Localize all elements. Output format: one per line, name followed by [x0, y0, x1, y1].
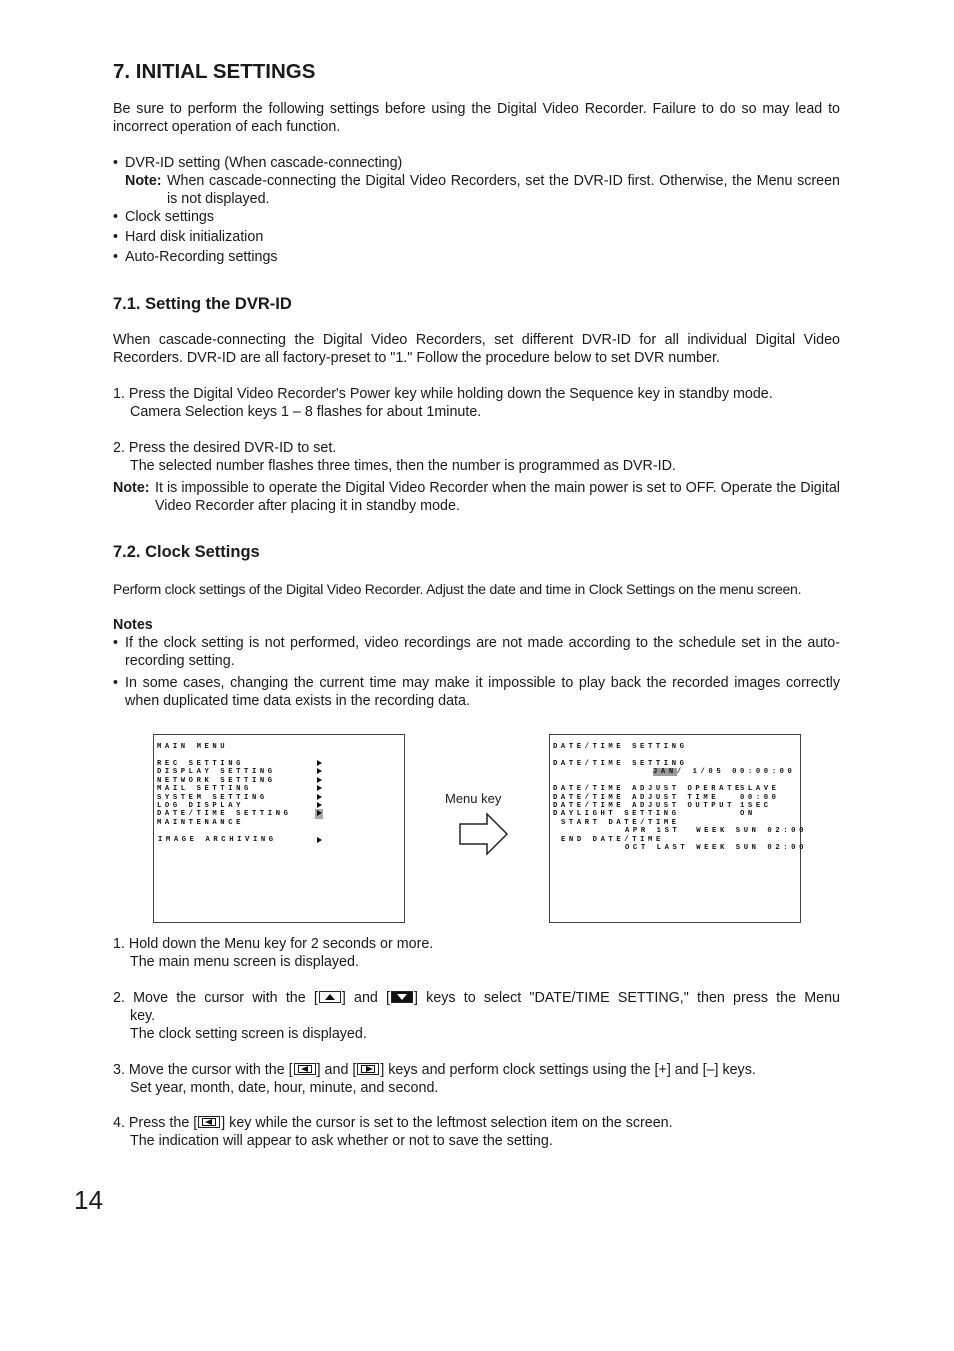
arrow-right-icon	[317, 810, 322, 816]
end-label: END DATE/TIME	[561, 835, 664, 844]
list-item	[113, 208, 840, 226]
menu-item: REC SETTING	[157, 760, 245, 768]
list-item	[113, 248, 840, 266]
step-text	[113, 989, 840, 1007]
list-item	[113, 228, 840, 246]
section-heading-clock: 7.2. Clock Settings	[113, 543, 260, 561]
note-label: Note:	[113, 480, 150, 496]
arrow-right-icon	[317, 785, 322, 791]
clock-intro: Perform clock settings of the Digital Video Recorder. Adjust the date and time in Clock Settings on the menu screen.	[113, 581, 802, 597]
arrow-right-icon	[317, 802, 322, 808]
setting-value: ON	[740, 810, 756, 819]
menu-item: NETWORK SETTING	[157, 776, 276, 785]
datetime-setting-screen	[549, 734, 808, 923]
start-value: APR 1ST WEEK SUN 02:00	[625, 827, 808, 836]
clock-step-2	[113, 989, 840, 1043]
step-detail: Camera Selection keys 1 – 8 flashes for about 1minute.	[130, 404, 482, 420]
bullet-text: DVR-ID setting (When cascade-connecting)	[125, 155, 403, 171]
setting-value: SLAVE	[740, 785, 780, 794]
step-text-part: 2. Move the cursor with the [	[113, 990, 318, 1006]
dvr-note	[125, 172, 840, 208]
end-value: OCT LAST WEEK SUN 02:00	[625, 844, 808, 852]
step-text-part: 3. Move the cursor with the [	[113, 1062, 293, 1078]
list-item	[113, 674, 840, 710]
arrow-right-icon	[317, 760, 322, 766]
down-key-icon	[391, 991, 413, 1003]
main-menu-screen	[153, 734, 405, 923]
screen-title: MAIN MENU	[157, 743, 229, 751]
note-text: It is impossible to operate the Digital Video Recorder when the main power is set to OFF. Operate the Digital Video Recorder after placing it in standby mode.	[155, 480, 840, 514]
list-item	[113, 634, 840, 670]
step-text: 2. Press the desired DVR-ID to set.	[113, 440, 337, 456]
clock-step-1	[113, 935, 840, 971]
setting-value: 1SEC	[740, 802, 772, 810]
menu-item: LOG DISPLAY	[157, 802, 245, 810]
setting-label: DAYLIGHT SETTING	[553, 810, 680, 819]
setting-label: DATE/TIME ADJUST OUTPUT	[553, 802, 736, 810]
right-key-icon	[357, 1063, 379, 1075]
dvr-step-1	[113, 385, 840, 421]
left-key-icon	[198, 1116, 220, 1128]
step-text-part: ] and [	[341, 990, 391, 1006]
bullet-text: Hard disk initialization	[125, 229, 264, 245]
menu-item: DISPLAY SETTING	[157, 768, 276, 777]
intro-paragraph: Be sure to perform the following settings before using the Digital Video Recorder. Failure to do so may lead to incorrect operation of each function.	[113, 101, 840, 135]
setting-label: DATE/TIME ADJUST TIME	[553, 793, 720, 802]
date-rest: / 1/05 00:00:00	[676, 768, 796, 777]
setting-value: 00:00	[740, 793, 780, 802]
step-text: 1. Hold down the Menu key for 2 seconds or more.	[113, 936, 434, 952]
left-key-icon	[294, 1063, 316, 1075]
step-text-part: ] key while the cursor is set to the leftmost selection item on the screen.	[221, 1115, 673, 1131]
screen-subtitle: DATE/TIME SETTING	[553, 760, 688, 768]
menu-item: MAIL SETTING	[157, 785, 252, 794]
list-item	[113, 154, 840, 172]
bullet-dot: •	[113, 249, 119, 265]
arrow-right-icon	[317, 794, 322, 800]
bullet-text: In some cases, changing the current time may make it impossible to play back the recorded images correctly when duplicated time data exists in the recording data.	[125, 675, 840, 709]
bullet-dot: •	[113, 675, 119, 691]
up-key-icon	[319, 991, 341, 1003]
arrow-right-icon	[317, 777, 322, 783]
month-field: JAN	[653, 768, 677, 777]
bullet-dot: •	[113, 635, 119, 651]
notes-heading: Notes	[113, 617, 153, 633]
arrow-right-icon	[459, 812, 509, 856]
step-detail: The clock setting screen is displayed.	[130, 1026, 367, 1042]
step-text-cont: key.	[130, 1008, 156, 1024]
step-text-part: 4. Press the [	[113, 1115, 198, 1131]
step-text: 1. Press the Digital Video Recorder's Power key while holding down the Sequence key in standby mode.	[113, 386, 773, 402]
step-detail: The main menu screen is displayed.	[130, 954, 359, 970]
dvr-note	[113, 479, 840, 515]
menu-item: DATE/TIME SETTING	[157, 810, 292, 819]
bullet-dot: •	[113, 209, 119, 225]
bullet-text: Clock settings	[125, 209, 214, 225]
clock-step-3	[113, 1061, 840, 1097]
step-detail: Set year, month, date, hour, minute, and second.	[130, 1080, 439, 1096]
menu-key-label: Menu key	[445, 791, 502, 806]
step-text	[113, 1114, 840, 1132]
menu-item: MAINTENANCE	[157, 818, 245, 827]
step-text-part: ] and [	[316, 1062, 357, 1078]
bullet-dot: •	[113, 155, 119, 171]
menu-item: IMAGE ARCHIVING	[158, 836, 277, 844]
section-heading-dvr-id: 7.1. Setting the DVR-ID	[113, 295, 292, 313]
arrow-right-icon	[317, 837, 322, 843]
clock-step-4	[113, 1114, 840, 1150]
dvr-id-intro: When cascade-connecting the Digital Video Recorders, set different DVR-ID for all individual Digital Video Recorders. DVR-ID are all factory-preset to "1." Follow the procedure below to set DVR number.	[113, 332, 840, 366]
setting-label: DATE/TIME ADJUST OPERATE	[553, 785, 743, 794]
note-label: Note:	[125, 173, 162, 189]
step-detail: The indication will appear to ask whether or not to save the setting.	[130, 1133, 553, 1149]
bullet-dot: •	[113, 229, 119, 245]
step-detail: The selected number flashes three times, then the number is programmed as DVR-ID.	[130, 458, 676, 474]
arrow-right-icon	[317, 768, 322, 774]
date-time-value	[653, 768, 795, 776]
page-number: 14	[74, 1185, 103, 1215]
dvr-step-2	[113, 439, 840, 475]
step-text	[113, 1061, 840, 1079]
bullet-text: If the clock setting is not performed, video recordings are not made according to the schedule set in the auto-recording setting.	[125, 635, 840, 669]
start-label: START DATE/TIME	[561, 818, 680, 827]
screen-title: DATE/TIME SETTING	[553, 743, 688, 751]
step-text-part: ] keys to select "DATE/TIME SETTING," then press the Menu	[414, 990, 840, 1006]
note-text: When cascade-connecting the Digital Video Recorders, set the DVR-ID first. Otherwise, the Menu screen is not displayed.	[167, 173, 840, 207]
step-text-part: ] keys and perform clock settings using the [+] and [–] keys.	[380, 1062, 756, 1078]
menu-item: SYSTEM SETTING	[157, 793, 268, 802]
page-title: 7. INITIAL SETTINGS	[113, 60, 316, 83]
bullet-text: Auto-Recording settings	[125, 249, 278, 265]
